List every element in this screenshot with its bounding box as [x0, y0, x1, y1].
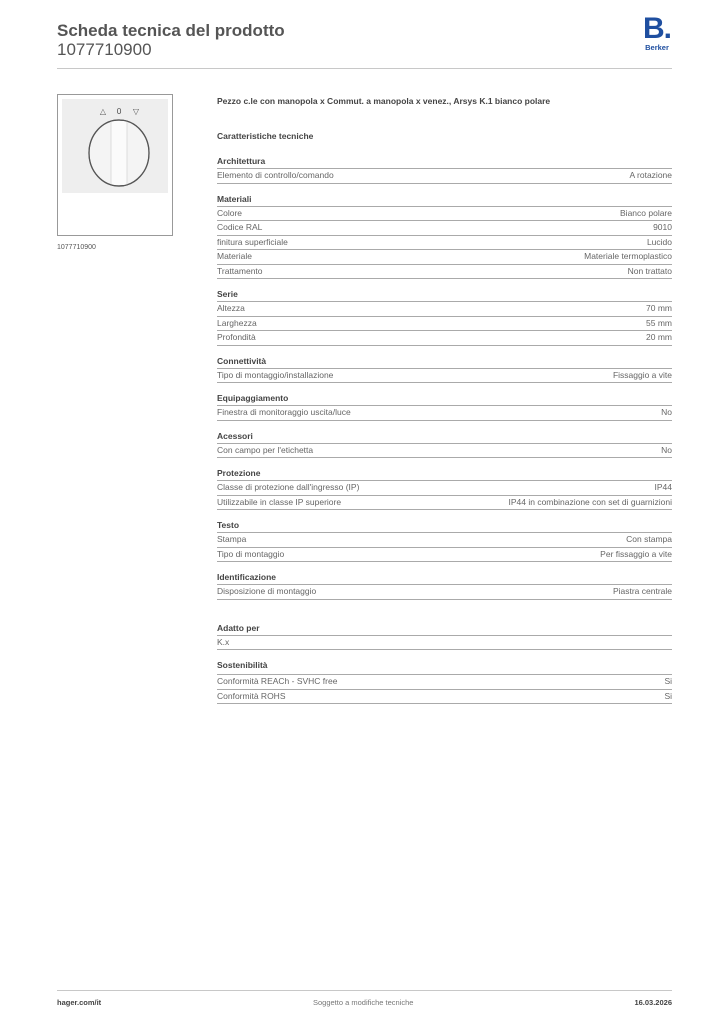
spec-value: Bianco polare — [620, 207, 672, 218]
spec-label: Stampa — [217, 534, 247, 544]
spec-label: Classe di protezione dall'ingresso (IP) — [217, 482, 360, 492]
spec-section — [217, 288, 672, 346]
logo-text: Berker — [645, 43, 669, 52]
product-image — [57, 94, 173, 236]
dial-label-down: ▽ — [132, 107, 140, 116]
spec-value: Si — [664, 690, 672, 701]
spec-value: A rotazione — [629, 170, 672, 180]
spec-label: Altezza — [217, 303, 245, 313]
spec-label: Larghezza — [217, 317, 257, 328]
spec-label: Trattamento — [217, 265, 263, 276]
spec-row — [217, 533, 672, 548]
spec-row — [217, 236, 672, 251]
section-heading: Identificazione — [217, 571, 672, 585]
spec-row — [217, 331, 672, 346]
spec-row — [217, 221, 672, 236]
specs-title: Caratteristiche tecniche — [217, 131, 314, 141]
spec-row — [217, 548, 672, 563]
spec-label: Disposizione di montaggio — [217, 586, 317, 596]
spec-label: Finestra di monitoraggio uscita/luce — [217, 407, 351, 417]
spec-section — [217, 193, 672, 280]
spec-section — [217, 571, 672, 600]
spec-value: IP44 in combinazione con set di guarnizioni — [508, 496, 672, 507]
spec-value: Fissaggio a vite — [612, 369, 672, 380]
logo-mark: B. — [643, 12, 671, 45]
spec-row — [217, 444, 672, 459]
spec-value: Piastra centrale — [612, 586, 672, 596]
spec-value: No — [661, 444, 672, 455]
spec-row — [217, 481, 672, 496]
spec-section — [217, 519, 672, 562]
section-heading: Materiali — [217, 193, 672, 207]
spec-value: Con stampa — [626, 534, 672, 544]
spec-section — [217, 355, 672, 384]
product-code: 1077710900 — [57, 40, 152, 59]
spec-row — [217, 302, 672, 317]
footer-note: Soggetto a modifiche tecniche — [313, 998, 414, 1007]
spec-row — [217, 690, 672, 705]
section-heading: Sostenibilità — [217, 659, 672, 675]
spec-value: Materiale termoplastico — [584, 251, 672, 261]
spec-label: Profondità — [217, 332, 256, 342]
spec-value: Per fissaggio a vite — [600, 548, 672, 559]
section-heading: Adatto per — [217, 622, 672, 636]
spec-label: Colore — [217, 207, 243, 218]
spec-section — [217, 467, 672, 510]
spec-row — [217, 406, 672, 421]
spec-value: 9010 — [653, 222, 672, 232]
image-caption: 1077710900 — [57, 244, 96, 251]
spec-row — [217, 169, 672, 184]
spec-value: IP44 — [654, 482, 672, 492]
spec-row — [217, 317, 672, 332]
spec-row — [217, 675, 672, 690]
spec-value: Lucido — [646, 236, 672, 247]
spec-value: No — [661, 407, 672, 417]
spec-label: Con campo per l'etichetta — [217, 444, 314, 455]
dial-label-zero: 0 — [116, 107, 122, 116]
spec-row — [217, 636, 672, 651]
section-heading: Equipaggiamento — [217, 392, 672, 406]
spec-section — [217, 430, 672, 459]
product-image-plate — [62, 99, 168, 193]
spec-row — [217, 265, 672, 280]
spec-value: 55 mm — [646, 317, 672, 328]
section-heading: Protezione — [217, 467, 672, 481]
spec-label: Materiale — [217, 251, 252, 261]
page-title: Scheda tecnica del prodotto — [57, 21, 285, 40]
footer-date: 16.03.2026 — [634, 998, 672, 1007]
spec-label: Utilizzabile in classe IP superiore — [217, 496, 342, 507]
footer-divider — [57, 990, 672, 991]
dial-label-up: △ — [99, 107, 107, 116]
spec-label: K.x — [217, 636, 230, 647]
spec-row — [217, 496, 672, 511]
section-heading: Serie — [217, 288, 672, 302]
specs-table — [217, 155, 672, 713]
section-heading: Connettività — [217, 355, 672, 369]
rotary-switch-illustration — [62, 99, 168, 193]
spec-label: Conformità REACh - SVHC free — [217, 676, 338, 686]
spec-value: Si — [664, 676, 672, 686]
spec-section — [217, 155, 672, 184]
spec-section — [217, 392, 672, 421]
header-divider — [57, 68, 672, 69]
spec-label: Tipo di montaggio/installazione — [217, 369, 334, 380]
spec-value: 20 mm — [646, 332, 672, 342]
section-heading: Testo — [217, 519, 672, 533]
spec-label: Elemento di controllo/comando — [217, 170, 334, 180]
spec-row — [217, 585, 672, 600]
spec-row — [217, 250, 672, 265]
spec-label: Conformità ROHS — [217, 690, 286, 701]
product-name: Pezzo c.le con manopola x Commut. a manopola x venez., Arsys K.1 bianco polare — [217, 96, 551, 106]
section-heading: Acessori — [217, 430, 672, 444]
spec-value: 70 mm — [646, 303, 672, 313]
section-heading: Architettura — [217, 155, 672, 169]
spec-row — [217, 369, 672, 384]
spec-label: Tipo di montaggio — [217, 548, 285, 559]
spec-row — [217, 207, 672, 222]
berker-logo — [640, 12, 674, 52]
footer-website[interactable]: hager.com/it — [57, 998, 102, 1007]
spec-label: Codice RAL — [217, 222, 263, 232]
spec-value: Non trattato — [627, 265, 672, 276]
spec-label: finitura superficiale — [217, 236, 288, 247]
spec-section — [217, 659, 672, 704]
spec-section — [217, 622, 672, 651]
